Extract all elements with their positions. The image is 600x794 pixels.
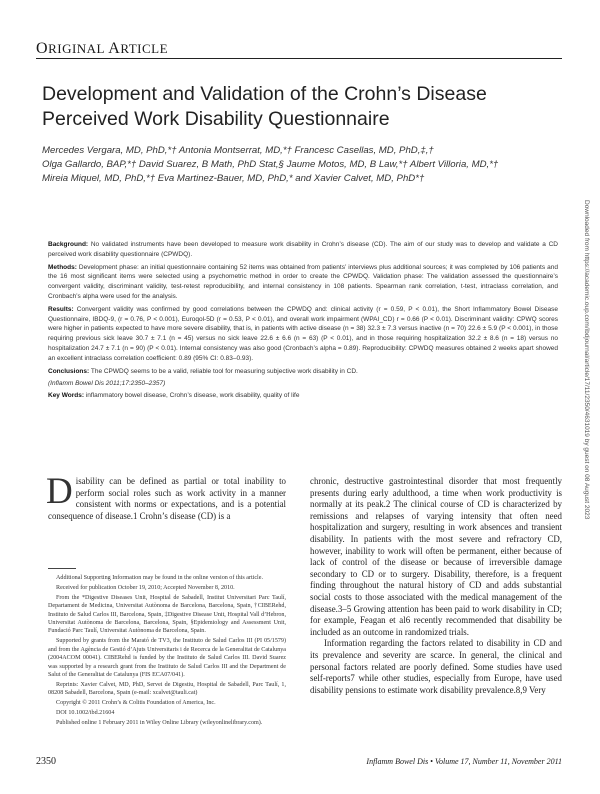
footnote-item: Received for publication October 19, 2010; Accepted November 8, 2010. <box>56 584 235 591</box>
author-line-1: Mercedes Vergara, MD, PhD,*† Antonia Montserrat, MD,*† Francesc Casellas, MD, PhD,‡,† <box>42 145 434 156</box>
footnotes <box>48 574 286 729</box>
footnote-rule <box>48 568 76 569</box>
intro-paragraph: isability can be defined as partial or total inability to perform social roles such as work activity in a manner consistent with norms or expectations, and is a potential consequence of disease.1 Crohn’s disease (CD) is a <box>48 476 286 521</box>
footnote-item: Published online 1 February 2011 in Wiley Online Library (wileyonlinelibrary.com). <box>56 720 263 726</box>
section-label: ORIGINAL ARTICLE <box>36 40 169 57</box>
footnote-item: Copyright © 2011 Crohn’s & Colitis Foundation of America, Inc. <box>56 700 216 707</box>
page-number: 2350 <box>36 756 56 767</box>
abstract-results: Results: Convergent validity was confirmed by good correlations between the CPWDQ and: clinical activity (r = 0.59, P < 0.01), the Short Inflammatory Bowel Disease Questionnaire, IBDQ-9, (r = 0.76, P < 0.001), Euroqol-5D (r = 0.53, P < 0.01), and overall work impairment (WPAI_CD) r = 0.66 (P < 0.01). Discriminant validity: CPWQ scores were higher in patients expected to have more severe disability, that is, in patients with active disease (n = 38) 32.3 ± 7.3 versus inactive (n = 70) 22.6 ± 5.9 (P < 0.001), in those requiring previous sick leave 30.7 ± 7.1 (n = 45) versus no sick leave 22.6 ± 6.6 (n = 63) (P < 0.01), and in those requiring hospitalization 32.2 ± 8.6 (n = 18) versus no hospitalization 24.7 ± 7.1 (n = 90) (P < 0.01). Internal consistency was also good (Cronbach’s alpha = 0.89). Reproducibility: CPWDQ measures obtained 2 weeks apart showed an excellent intraclass correlation coefficient: 0.89 (95% CI: 0.83–0.93). <box>48 305 558 362</box>
abstract-methods: Methods: Development phase: an initial questionnaire containing 52 items was obtained from patients’ interviews plus additional sources; it was completed by 106 patients and the 16 most significant items were selected using a psychometric method in order to create the CPWDQ. Validation phase: The validation assessed the questionnaire’s convergent validity, discriminant validity, test-retest reproducibility, and internal consistency in 108 patients. Spearman rank correlation, t-test, intraclass correlation, and Cronbach’s alpha were used for the analysis. <box>48 263 558 300</box>
abstract-conclusions: Conclusions: The CPWDQ seems to be a valid, reliable tool for measuring subjective work disability in CD. <box>48 367 358 375</box>
body-column-left <box>46 471 286 522</box>
abstract-citation: (Inflamm Bowel Dis 2011;17:2350–2357) <box>48 380 166 388</box>
article-title <box>42 82 542 132</box>
footnote-item: Supported by grants from the Marató de TV3, the Instituto de Salud Carlos III (PI 05/1579) and from the Agència de Gestió d’Ajuts Universitaris i de Recerca de la Generalitat de Catalunya (2004ACOM 00041). CIBERehd is funded by the Instituto de Salud Carlos III. David Suarez was supported by a research grant from the Instituto de Salud Carlos III and the Department de Salut of the Generalitat de Catalunya (FIS ECA07/041). <box>48 638 286 678</box>
author-list <box>42 144 562 186</box>
drop-cap: D <box>46 471 73 512</box>
author-line-2: Olga Gallardo, BAP,*† David Suarez, B Math, PhD Stat,§ Jaume Motos, MD, B Law,*† Albert Villoria, MD,*† <box>42 159 499 170</box>
body-paragraph: chronic, destructive gastrointestinal disorder that most frequently presents during early adulthood, a time when work productivity is normally at its peak.2 The clinical course of CD is characterized by remissions and relapses of varying intensity that often need hospitalization and surgery, resulting in work absences and transient disability. In patients with the most severe and refractory CD, however, inability to work will often be permanent, either because of lack of control of the disease or because of irreversible damage secondary to CD or to surgery. Disability, therefore, is a frequent finding throughout the natural history of CD and adds substantial social costs to those associated with the medical management of the disease.3–5 Growing attention has been paid to work disability in CD; for example, Feagan et al6 recently recommended that disability be included as an outcome in randomized trials. <box>310 476 562 637</box>
title-line-1: Development and Validation of the Crohn’s Disease <box>42 83 487 105</box>
author-line-3: Mireia Miquel, MD, PhD,*† Eva Martinez-Bauer, MD, PhD,* and Xavier Calvet, MD, PhD*† <box>42 173 425 184</box>
body-column-right <box>310 476 562 696</box>
footnote-item: Reprints: Xavier Calvet, MD, PhD, Servei de Digestiu, Hospital de Sabadell, Parc Taulí, 1, 08208 Sabadell, Barcelona, Spain (e-mail: xcalvet@tauli.cat) <box>48 681 286 697</box>
journal-footer: Inflamm Bowel Dis • Volume 17, Number 11, November 2011 <box>366 757 562 766</box>
footnote-item: Additional Supporting Information may be found in the online version of this article. <box>56 575 263 581</box>
abstract-background: Background: No validated instruments have been developed to measure work disability in Crohn’s disease (CD). The aim of our study was to develop and validate a CD perceived work disability questionnaire (CPWDQ). <box>48 241 558 258</box>
download-note: Downloaded from https://academic.oup.com/ibdjournal/article/17/11/2350/4631019 by guest on 08 August 2023 <box>583 200 590 520</box>
keywords: Key Words: inflammatory bowel disease, Crohn’s disease, work disability, quality of life <box>48 392 300 400</box>
body-paragraph: Information regarding the factors related to disability in CD and its prevalence and severity are scarce. In general, the clinical and personal factors related are poorly defined. Some studies have used self-reports7 while other studies, especially from Europe, have used disability pensions to estimate work disability prevalence.8,9 Very <box>310 638 562 695</box>
title-line-2: Perceived Work Disability Questionnaire <box>42 108 390 130</box>
abstract <box>48 240 558 404</box>
footnote-item: DOI 10.1002/ibd.21604 <box>56 710 115 717</box>
header-rule <box>36 58 562 59</box>
footnote-item: From the *Digestive Diseases Unit, Hospital de Sabadell, Institut Universitari Parc Taulí, Departament de Medicina, Universitat Autònoma de Barcelona, Barcelona, Spain, †CIBERehd, Instituto de Salud Carlos III, Barcelona, Spain, ‡Digestive Disease Unit, Hospital Vall d’Hebron, Universitat Autònoma de Barcelona, Barcelona, Spain, §Epidemiology and Assessment Unit, Fundació Parc Taulí, Universitat Autònoma de Barcelona, Spain. <box>48 594 286 635</box>
